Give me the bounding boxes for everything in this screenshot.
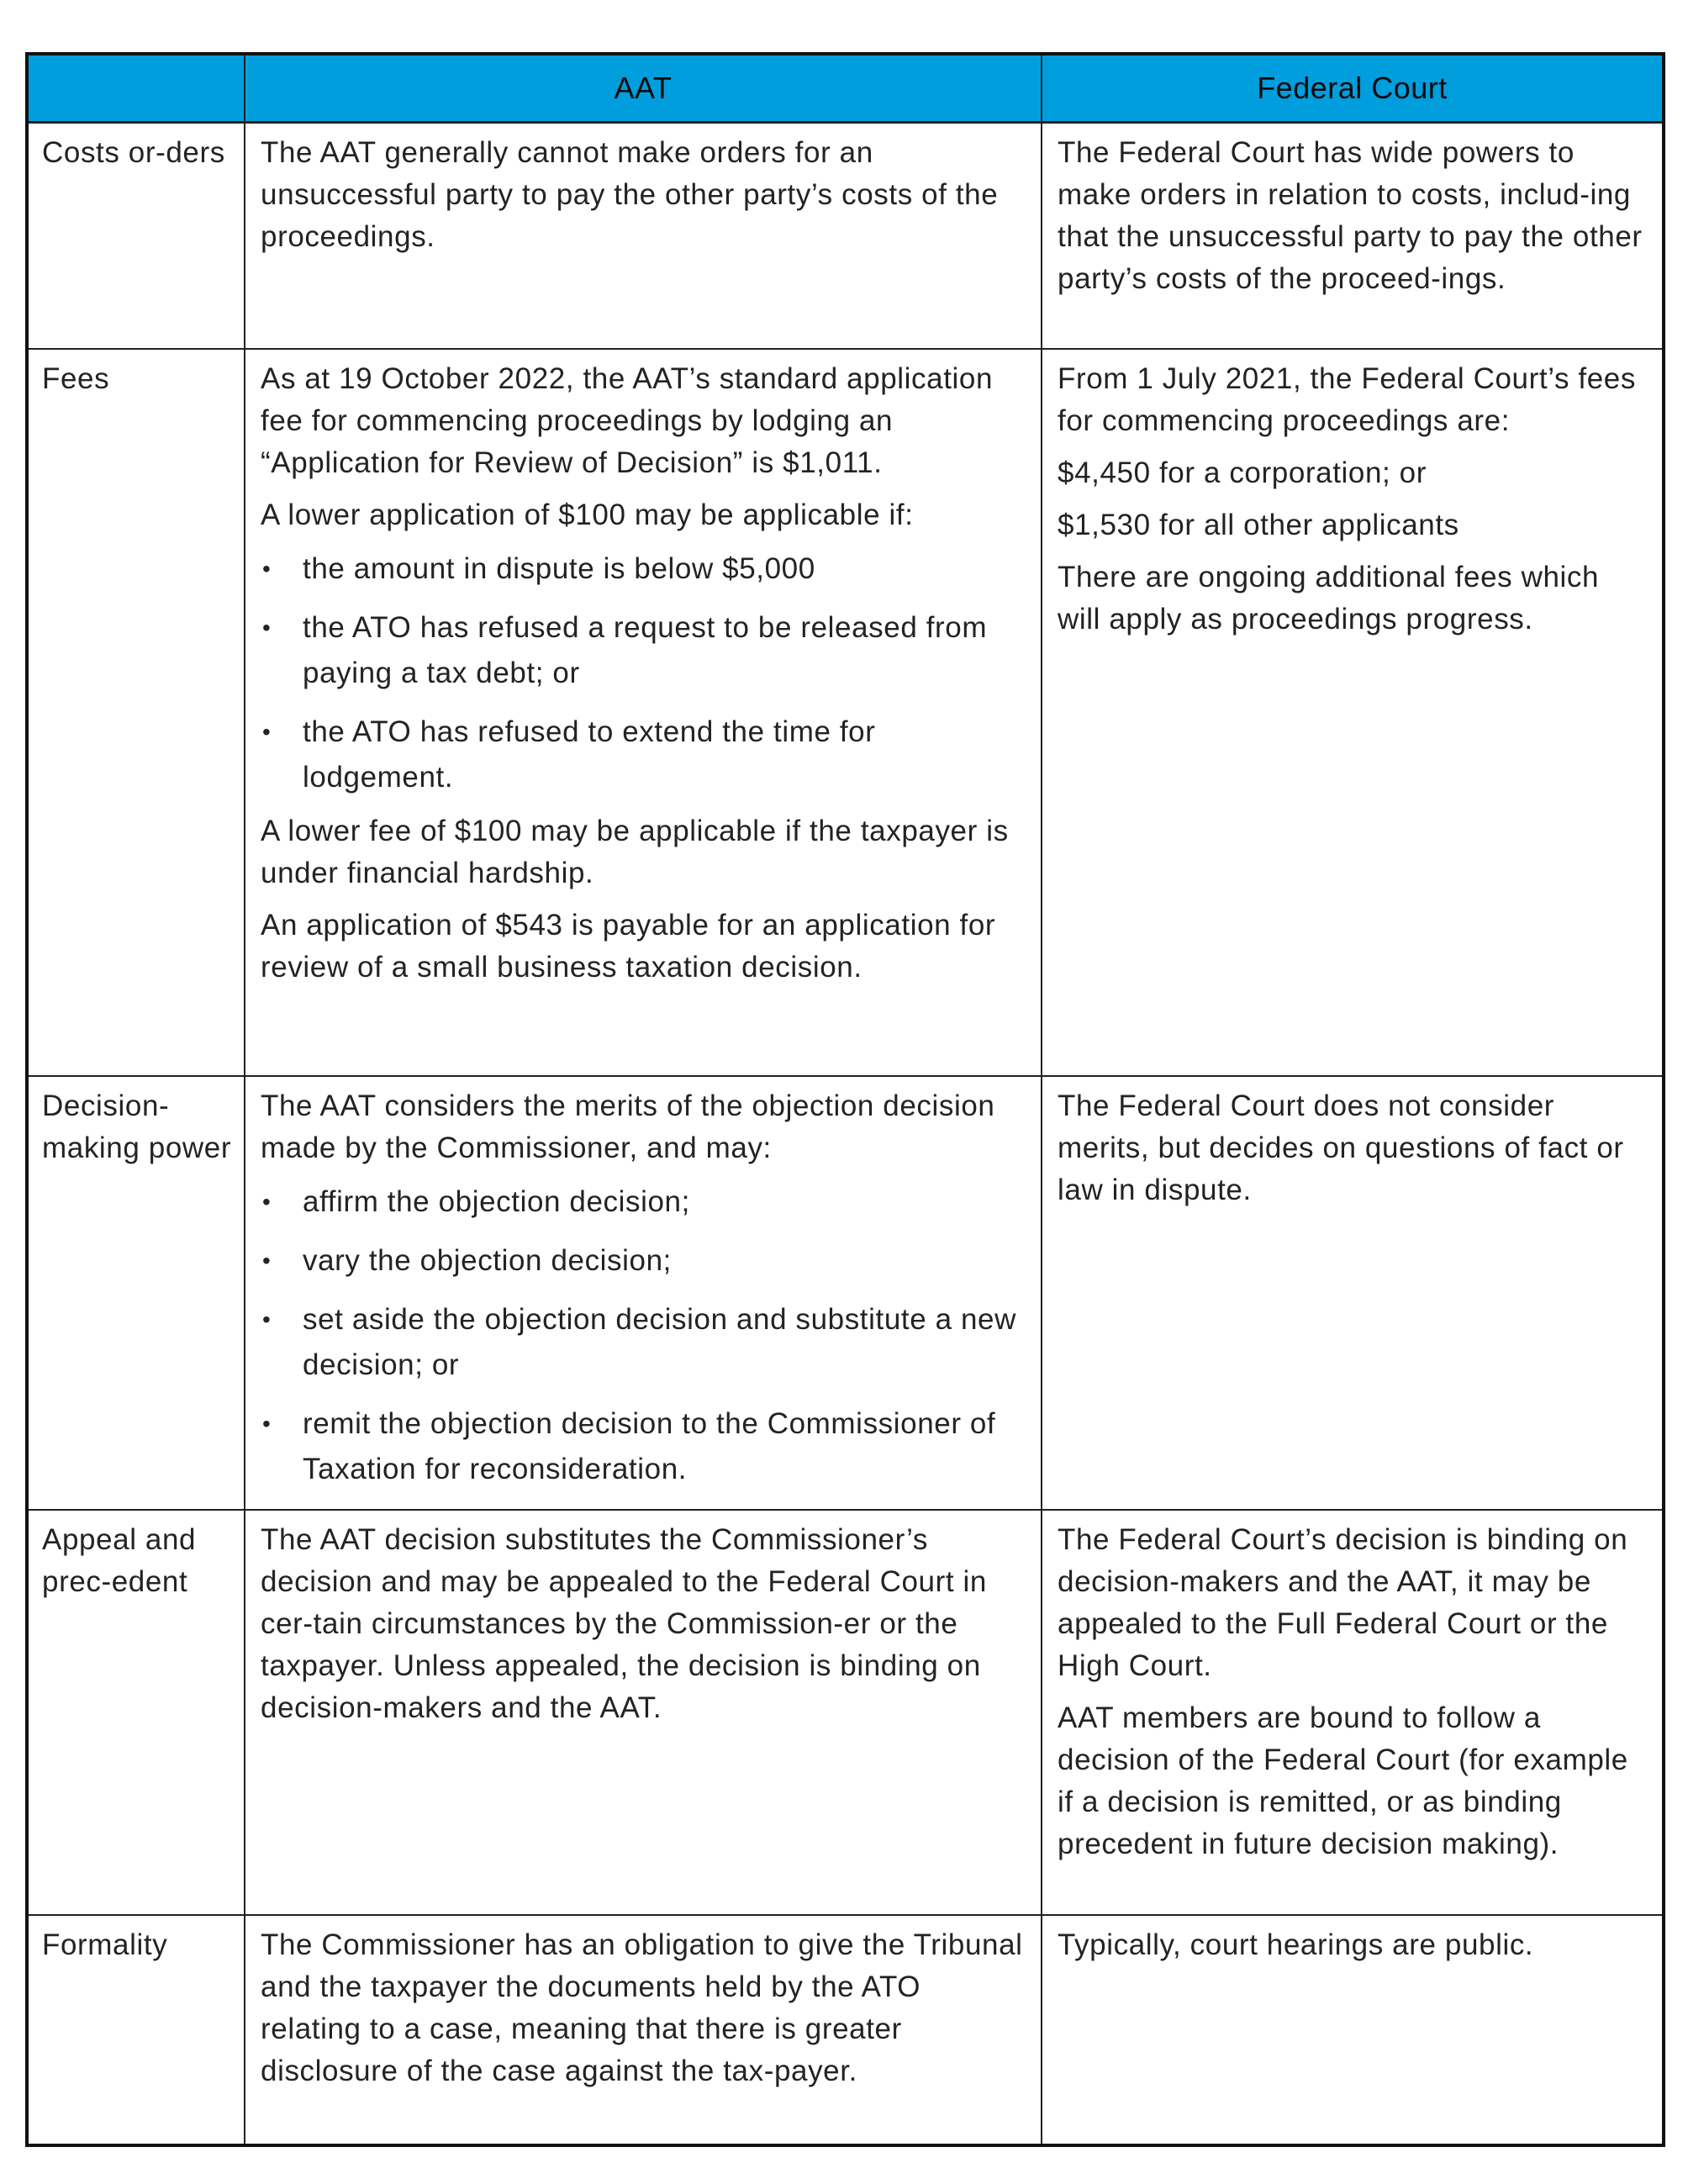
header-row: [27, 54, 1664, 122]
cell-paragraph: The Federal Court’s decision is binding on decision-makers and the AAT, it may be appealed to the Full Federal Court or the High Court.: [1058, 1523, 1628, 1682]
bullet-text: affirm the objection decision;: [303, 1185, 690, 1218]
cell-paragraph: The Federal Court does not consider merits, but decides on questions of fact or law in dispute.: [1058, 1089, 1624, 1206]
federal-court-cell: [1042, 349, 1664, 1076]
bullet-text: set aside the objection decision and substitute a new decision; or: [303, 1303, 1017, 1381]
header-cell-empty: [27, 54, 245, 122]
bullet-icon: •: [262, 1248, 272, 1274]
cell-paragraph: The Federal Court has wide powers to make orders in relation to costs, includ-ing that the unsuccessful party to pay the other party’s costs of the proceed-ings.: [1058, 135, 1643, 295]
bullet-list: [261, 1179, 1029, 1492]
federal-court-cell: [1042, 1915, 1664, 2145]
aat-cell: [245, 122, 1042, 349]
aat-cell: [245, 349, 1042, 1076]
cell-paragraph: Typically, court hearings are public.: [1058, 1928, 1534, 1961]
cell-paragraph: $1,530 for all other applicants: [1058, 509, 1459, 541]
row-label: Costs or-ders: [27, 122, 245, 349]
table-row-decision-making-power: [27, 1076, 1664, 1510]
bullet-text: the amount in dispute is below $5,000: [303, 552, 815, 585]
bullet-text: remit the objection decision to the Commissioner of Taxation for reconsideration.: [303, 1407, 996, 1485]
bullet-item: [261, 546, 1029, 592]
table-header: [27, 54, 1664, 122]
row-label: Formality: [27, 1915, 245, 2145]
row-label: Fees: [27, 349, 245, 1076]
federal-court-cell: [1042, 1510, 1664, 1915]
row-label: Decision-making power: [27, 1076, 245, 1510]
bullet-icon: •: [262, 719, 272, 745]
bullet-item: [261, 1238, 1029, 1284]
federal-court-cell: [1042, 1076, 1664, 1510]
bullet-icon: •: [262, 556, 272, 582]
bullet-item: [261, 1401, 1029, 1492]
bullet-text: the ATO has refused a request to be released from paying a tax debt; or: [303, 611, 988, 689]
cell-paragraph: As at 19 October 2022, the AAT’s standard application fee for commencing proceedings by lodging an “Application for Review of Decision” is $1,011.: [261, 362, 994, 479]
aat-cell: [245, 1076, 1042, 1510]
bullet-icon: •: [262, 1189, 272, 1215]
row-label: Appeal and prec-edent: [27, 1510, 245, 1915]
bullet-item: [261, 605, 1029, 696]
cell-paragraph: The AAT generally cannot make orders for an unsuccessful party to pay the other party’s costs of the proceedings.: [261, 135, 999, 253]
bullet-item: [261, 710, 1029, 800]
header-cell-federal-court: Federal Court: [1042, 54, 1664, 122]
cell-paragraph: The Commissioner has an obligation to give the Tribunal and the taxpayer the documents held by the ATO relating to a case, meaning that there is greater disclosure of the case against the tax-payer.: [261, 1928, 1023, 2087]
cell-paragraph: The AAT decision substitutes the Commissioner’s decision and may be appealed to the Federal Court in cer-tain circumstances by the Commission-er or the taxpayer. Unless appealed, the decision is binding on decision-makers and the AAT.: [261, 1523, 987, 1724]
table-row-costs-orders: [27, 122, 1664, 349]
bullet-text: the ATO has refused to extend the time for lodgement.: [303, 715, 876, 794]
table-row-appeal-and-precedent: [27, 1510, 1664, 1915]
table-row-fees: [27, 349, 1664, 1076]
cell-paragraph: AAT members are bound to follow a decision of the Federal Court (for example if a decision is remitted, or as binding precedent in future decision making).: [1058, 1701, 1628, 1860]
bullet-item: [261, 1297, 1029, 1388]
cell-paragraph: A lower fee of $100 may be applicable if the taxpayer is under financial hardship.: [261, 815, 1009, 889]
bullet-list: [261, 546, 1029, 800]
cell-paragraph: The AAT considers the merits of the objection decision made by the Commissioner, and may:: [261, 1089, 995, 1164]
bullet-text: vary the objection decision;: [303, 1244, 672, 1277]
federal-court-cell: [1042, 122, 1664, 349]
cell-paragraph: $4,450 for a corporation; or: [1058, 456, 1427, 489]
bullet-icon: •: [262, 1411, 272, 1437]
aat-cell: [245, 1510, 1042, 1915]
bullet-icon: •: [262, 1306, 272, 1332]
header-cell-aat: AAT: [245, 54, 1042, 122]
cell-paragraph: From 1 July 2021, the Federal Court’s fees for commencing proceedings are:: [1058, 362, 1636, 437]
bullet-item: [261, 1179, 1029, 1225]
comparison-table: [25, 52, 1665, 2147]
table-body: [27, 122, 1664, 2145]
aat-cell: [245, 1915, 1042, 2145]
cell-paragraph: A lower application of $100 may be applicable if:: [261, 499, 914, 531]
table-row-formality: [27, 1915, 1664, 2145]
bullet-icon: •: [262, 615, 272, 641]
cell-paragraph: There are ongoing additional fees which will apply as proceedings progress.: [1058, 561, 1600, 636]
cell-paragraph: An application of $543 is payable for an application for review of a small business taxation decision.: [261, 909, 996, 984]
